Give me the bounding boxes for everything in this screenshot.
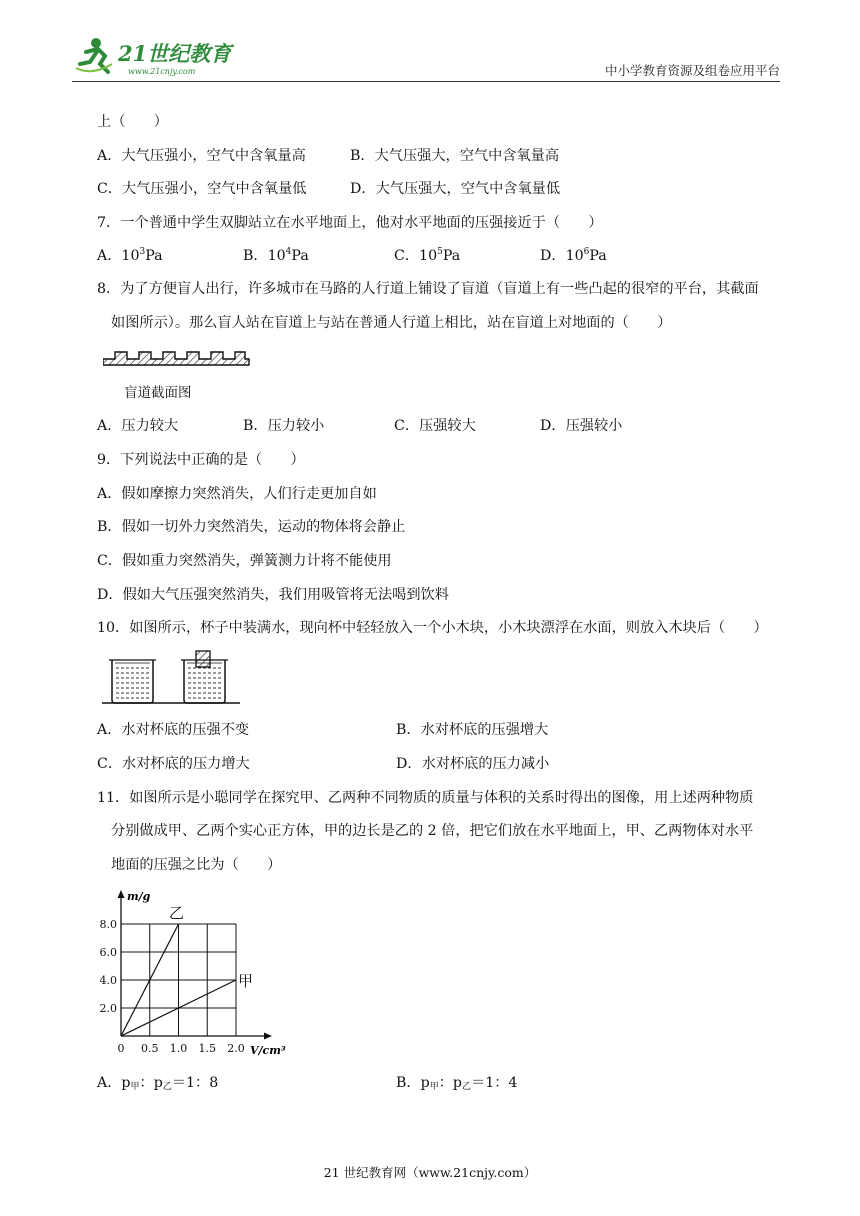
chart-grid <box>121 924 236 1036</box>
q7-option-c: C．$10^5Pa$ <box>394 247 461 264</box>
blind-path-cross-section-figure <box>103 349 253 371</box>
q9-option-b: B．假如一切外力突然消失，运动的物体将会静止 <box>97 519 406 535</box>
y-tick-label: 2.0 <box>99 1002 117 1015</box>
cup-with-floating-block <box>181 651 228 703</box>
q7-option-d: D．$10^6Pa$ <box>540 247 607 264</box>
x-axis-arrow <box>264 1033 272 1040</box>
y-tick-labels <box>100 918 118 1015</box>
y-axis-arrow <box>118 890 125 898</box>
q8-option-b: B．压力较小 <box>243 418 325 434</box>
cup-without-block <box>109 660 156 703</box>
q8-option-a: A．压力较大 <box>97 418 179 434</box>
q6-option-b: B．大气压强大，空气中含氧量高 <box>350 148 560 164</box>
q8-figure-caption: 盲道截面图 <box>124 385 192 401</box>
q6-option-a: A．大气压强小，空气中含氧量高 <box>97 148 306 164</box>
q11-stem-line3: 地面的压强之比为（ ） <box>111 857 282 873</box>
q8-option-c: C．压强较大 <box>394 418 476 434</box>
q11-option-b: B．$p_甲$：$p_乙=1$：4 <box>396 1075 518 1092</box>
y-tick-label: 4.0 <box>99 974 117 987</box>
header-divider <box>72 81 780 82</box>
x-tick-label: 0 <box>117 1042 125 1055</box>
q9-option-c: C．假如重力突然消失，弹簧测力计将不能使用 <box>97 553 392 569</box>
q11-stem-line1: 11．如图所示是小聪同学在探究甲、乙两种不同物质的质量与体积的关系时得出的图像，用上述两种物质 <box>97 790 754 806</box>
q10-option-d: D．水对杯底的压力减小 <box>396 756 550 772</box>
q10-option-a: A．水对杯底的压强不变 <box>97 722 250 738</box>
q6-option-d: D．大气压强大，空气中含氧量低 <box>350 181 561 197</box>
q11-stem-line2: 分别做成甲、乙两个实心正方体，甲的边长是乙的 2 倍，把它们放在水平地面上，甲、乙两物体对水平 <box>111 823 754 839</box>
q6-option-c: C．大气压强小，空气中含氧量低 <box>97 181 307 197</box>
logo-url: www.21cnjy.com <box>128 67 196 76</box>
logo <box>72 34 247 78</box>
x-tick-label: 1.0 <box>169 1042 188 1055</box>
series-label-1: 乙 <box>168 904 185 922</box>
y-axis-label: m/g <box>127 890 151 903</box>
y-tick-label: 8.0 <box>99 918 117 931</box>
q9-stem: 9．下列说法中正确的是（ ） <box>97 452 305 468</box>
q9-option-a: A．假如摩擦力突然消失，人们行走更加自如 <box>97 486 377 502</box>
x-tick-label: 2.0 <box>227 1042 245 1055</box>
q7-stem: 7．一个普通中学生双脚站立在水平地面上，他对水平地面的压强接近于（ ） <box>97 215 603 231</box>
series-label-2: 甲 <box>238 972 254 990</box>
q8-stem-line2: 如图所示）。那么盲人站在盲道上与站在普通人行道上相比，站在盲道上对地面的（ ） <box>111 315 672 331</box>
mass-volume-chart <box>98 882 288 1058</box>
q6-tail: 上（ ） <box>97 114 168 130</box>
q10-option-c: C．水对杯底的压力增大 <box>97 756 250 772</box>
q7-option-b: B．$10^4Pa$ <box>243 247 309 264</box>
q10-option-b: B．水对杯底的压强增大 <box>396 722 549 738</box>
chart-axes <box>118 890 273 1040</box>
cups-figure <box>102 650 242 706</box>
q8-stem-line1: 8．为了方便盲人出行，许多城市在马路的人行道上铺设了盲道（盲道上有一些凸起的很窄的平台，其截面 <box>97 281 759 297</box>
runner-icon <box>76 38 112 72</box>
logo-text: 21世纪教育 <box>118 41 232 66</box>
x-axis-label: V/cm³ <box>250 1044 286 1057</box>
q8-option-d: D．压强较小 <box>540 418 623 434</box>
footer-text: 21 世纪教育网（www.21cnjy.com） <box>323 1165 537 1180</box>
q11-option-a: A．$p_甲$：$p_乙=1$：8 <box>97 1075 219 1092</box>
q10-stem: 10．如图所示，杯子中装满水，现向杯中轻轻放入一个小木块，小木块漂浮在水面，则放入木块后（ ） <box>97 620 768 636</box>
y-tick-label: 6.0 <box>99 946 117 959</box>
wood-block <box>196 651 210 667</box>
x-tick-label: 1.5 <box>198 1042 216 1055</box>
header-platform-text: 中小学教育资源及组卷应用平台 <box>604 63 780 78</box>
x-tick-labels <box>118 1042 245 1055</box>
q9-option-d: D．假如大气压强突然消失，我们用吸管将无法喝到饮料 <box>97 587 449 603</box>
q7-option-a: A．$10^3Pa$ <box>97 247 163 264</box>
x-tick-label: 0.5 <box>141 1042 159 1055</box>
